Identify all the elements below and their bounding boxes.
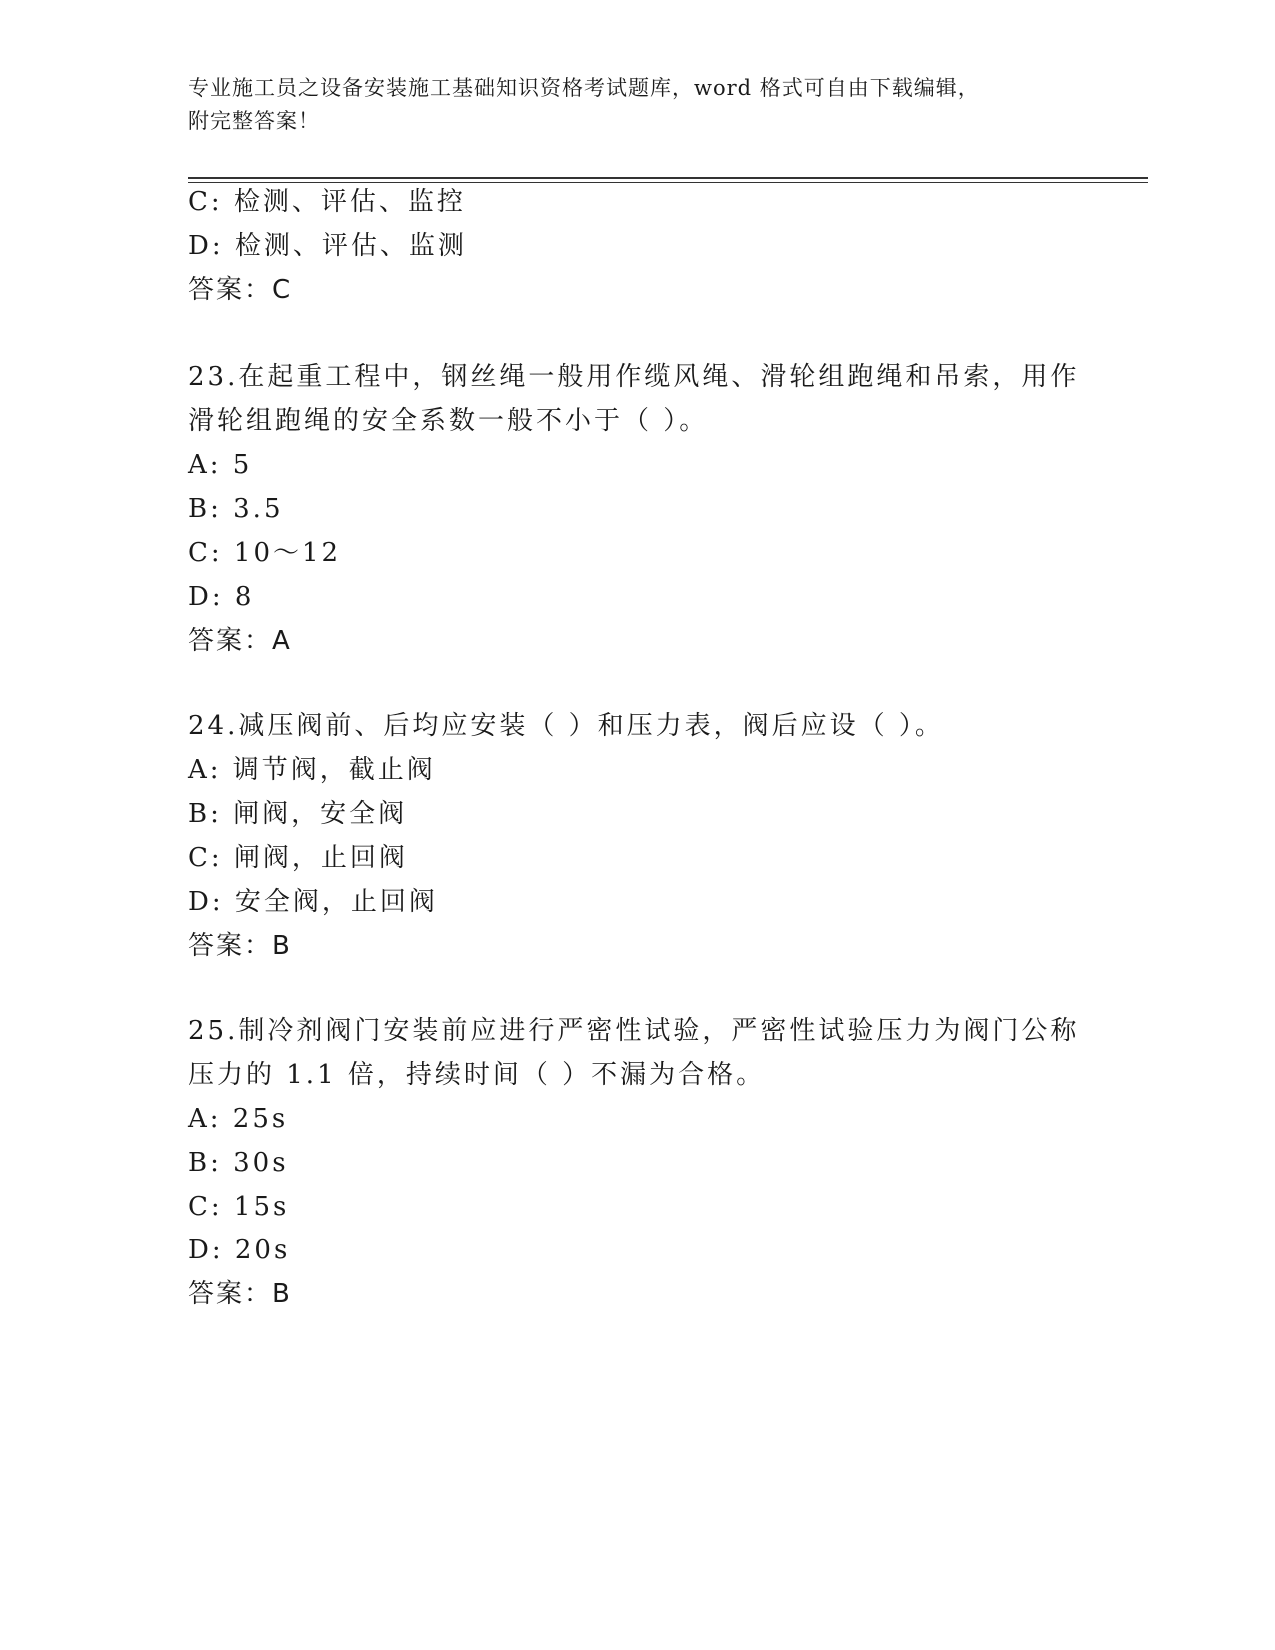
prev-question-option-d: D: 检测、评估、监测 [188,231,467,261]
q23-option-c: C: 10～12 [188,538,342,568]
q25-answer: 答案：B [188,1279,292,1309]
q25-stem-line-1: 25.制冷剂阀门安装前应进行严密性试验，严密性试验压力为阀门公称 [188,1016,1080,1046]
q23-option-a: A: 5 [188,450,253,480]
q24-option-c: C: 闸阀，止回阀 [188,843,408,873]
q25-option-a: A: 25s [188,1104,289,1134]
q24-option-d: D: 安全阀，止回阀 [188,887,438,917]
q24-option-b: B: 闸阀，安全阀 [188,799,408,829]
q24-stem-line-1: 24.减压阀前、后均应安装（ ）和压力表，阀后应设（ ）。 [188,711,944,741]
header-title-line-2: 附完整答案！ [188,109,320,133]
document-header [188,72,1068,138]
prev-question-option-c: C: 检测、评估、监控 [188,187,466,217]
prev-question-answer: 答案：C [188,275,293,305]
q23-stem-line-1: 23.在起重工程中，钢丝绳一般用作缆风绳、滑轮组跑绳和吊索，用作 [188,362,1080,392]
q24-option-a: A: 调节阀，截止阀 [188,755,436,785]
q23-option-d: D: 8 [188,582,255,612]
header-divider-thin [188,182,1148,183]
q23-stem-line-2: 滑轮组跑绳的安全系数一般不小于（ ）。 [188,406,709,436]
header-divider-thick [188,177,1148,179]
q25-option-d: D: 20s [188,1235,291,1265]
header-title-line-1: 专业施工员之设备安装施工基础知识资格考试题库，word 格式可自由下载编辑， [188,76,980,100]
q25-option-b: B: 30s [188,1148,289,1178]
q25-option-c: C: 15s [188,1192,290,1222]
q23-answer: 答案：A [188,626,292,656]
q25-stem-line-2: 压力的 1.1 倍，持续时间（ ）不漏为合格。 [188,1060,766,1090]
q23-option-b: B: 3.5 [188,494,284,524]
q24-answer: 答案：B [188,931,292,961]
